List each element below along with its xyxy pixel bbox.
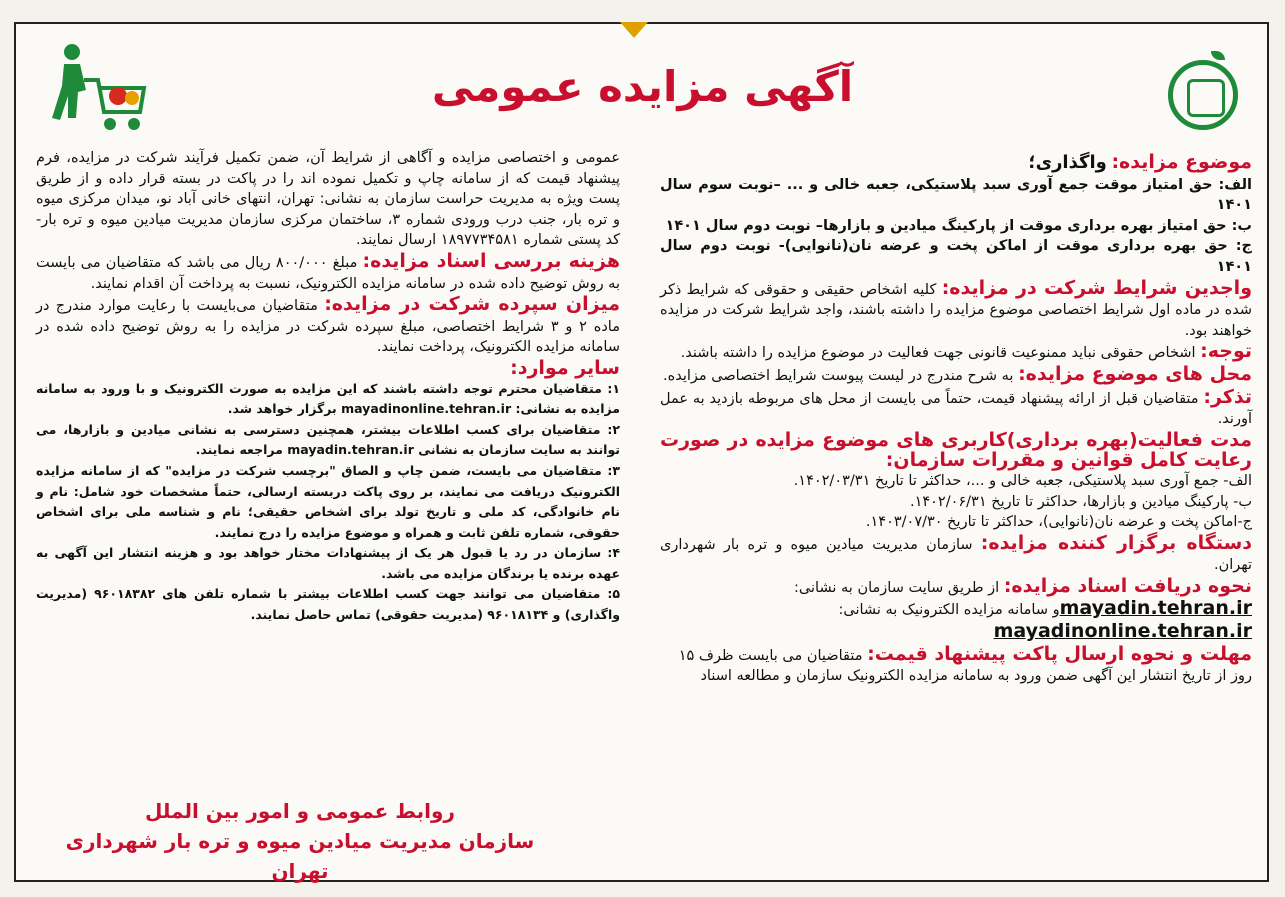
reminder-heading: تذکر: [1203,385,1252,408]
organizer-heading: دستگاه برگزار کننده مزایده: [980,531,1253,554]
other-item-1: ۱: متقاضیان محترم توجه داشته باشند که این مزایده به صورت الکترونیک و با ورود به سامانه مزایده به نشانی: mayadinonline.tehran.ir برگزار خواهد شد. [36,380,620,417]
other-item-5: ۵: متقاضیان می توانند جهت کسب اطلاعات بیشتر با شماره تلفن های ۹۶۰۱۸۳۸۲ (مدیریت واگذاری) و ۹۶۰۱۸۱۳۴ (مدیریت حقوقی) تماس حاصل نمایند. [36,586,620,623]
fee-text: مبلغ ۸۰۰/۰۰۰ ریال می باشد که متقاضیان می بایست به روش توضیح داده شده در سامانه مزایده الکترونیک، نسبت به پرداخت آن اقدام نمایند. [36,254,620,292]
eligibility-text: کلیه اشخاص حقیقی و حقوقی که شرایط ذکر شده در ماده اول شرایط اختصاصی موضوع مزایده را داشته باشند، واجد شرایط شرکت در مزایده خواهند بود. [660,281,1252,339]
page-title: آگهی مزایده عمومی [431,62,854,111]
deadline-text-1: متقاضیان می بایست ظرف ۱۵ [678,647,863,664]
site-url-link[interactable]: mayadin.tehran.ir [1059,597,1252,620]
subject-item-c: ج: حق بهره برداری موقت از اماکن پخت و عرضه نان(نانوایی)- نوبت دوم سال ۱۴۰۱ [660,238,1252,275]
note-text: اشخاص حقوقی نباید ممنوعیت قانونی جهت فعالیت در موضوع مزایده را داشته باشند. [680,345,1196,362]
footer-signature [40,796,560,886]
other-item-4: ۴: سازمان در رد یا قبول هر یک از پیشنهادات مختار خواهد بود و هزینه انتشار این آگهی به عهده برنده یا برندگان مزایده می باشد. [36,545,620,581]
location-heading: محل های موضوع مزایده: [1018,362,1252,385]
docs-heading: نحوه دریافت اسناد مزایده: [1003,574,1252,597]
right-column [660,152,1252,687]
other-heading: سایر موارد: [510,356,620,379]
subject-item-a: الف: حق امتیاز موقت جمع آوری سبد پلاستیکی، جعبه خالی و ... –نوبت سوم سال ۱۴۰۱ [660,176,1252,214]
deadline-text-2: روز از تاریخ انتشار این آگهی ضمن ورود به سامانه مزایده الکترونیک سازمان و مطالعه اسناد [700,668,1252,685]
top-notch [620,22,648,38]
eligibility-heading: واجدین شرایط شرکت در مزایده: [941,276,1253,299]
other-item-2: ۲: متقاضیان برای کسب اطلاعات بیشتر، همچنین دسترسی به نشانی میادین و بازارها، می توانند به سایت سازمان به نشانی mayadin.tehran.ir مراجعه نمایند. [36,421,620,458]
organizer-text: سازمان مدیریت میادین میوه و تره بار شهرداری تهران. [660,536,1252,574]
duration-item-b: ب- پارکینگ میادین و بازارها، حداکثر تا تاریخ ۱۴۰۲/۰۶/۳۱. [909,493,1252,510]
location-text: به شرح مندرج در لیست پیوست شرایط اختصاصی مزایده. [663,367,1014,384]
subject-heading: موضوع مزایده: [1111,151,1252,173]
intro-text: عمومی و اختصاصی مزایده و آگاهی از شرایط آن، ضمن تکمیل فرآیند شرکت در مزایده، فرم پیشنهاد قیمت که از سامانه چاپ و تکمیل نموده اند را در پاکت در بسته قرار داده و از طریق پست ویژه به مدیریت حراست سازمان به نشانی: تهران، انتهای خانی آباد نو، میدان مرکزی میوه و تره بار، جنب درب ورودی شماره ۳، ساختمان مرکزی سازمان مدیریت میادین میوه و تره بار- کد پستی شماره ۱۸۹۷۷۳۴۵۸۱ ارسال نمایند. [36,150,620,249]
auction-system-url-link[interactable]: mayadinonline.tehran.ir [993,620,1252,643]
duration-item-c: ج-اماکن پخت و عرضه نان(نانوایی)، حداکثر تا تاریخ ۱۴۰۳/۰۷/۳۰. [865,514,1252,531]
reminder-text: متقاضیان قبل از ارائه پیشنهاد قیمت، حتماً می بایست از محل های مربوطه بازدید به عمل آورند. [660,390,1252,428]
other-item-3: ۳: متقاضیان می بایست، ضمن چاپ و الصاق "برچسب شرکت در مزایده" که از سامانه مزایده الکترونیک دریافت می نمایند، بر روی پاکت دربسته ارسالی، حتماً مشخصات خود شامل: نام و نام خانوادگی، کد ملی و تاریخ تولد برای اشخاص حقیقی؛ نام و شناسه ملی برای اشخاص حقوقی، شماره تلفن ثابت و همراه و موضوع مزایده را درج نمایند. [36,462,620,540]
footer-line-1: روابط عمومی و امور بین الملل [145,799,455,823]
deposit-heading: میزان سپرده شرکت در مزایده: [324,293,620,316]
subject-item-b: ب: حق امتیاز بهره برداری موقت از پارکینگ میادین و بازارها– نوبت دوم سال ۱۴۰۱ [665,217,1252,234]
duration-item-a: الف- جمع آوری سبد پلاستیکی، جعبه خالی و ...، حداکثر تا تاریخ ۱۴۰۲/۰۳/۳۱. [793,472,1252,489]
duration-heading: مدت فعالیت(بهره برداری)کاربری های موضوع مزایده در صورت رعایت کامل قوانین و مقررات سازمان: [660,428,1252,472]
left-column [36,148,620,626]
subject-value: واگذاری؛ [1028,152,1107,173]
deadline-heading: مهلت و نحوه ارسال پاکت پیشنهاد قیمت: [867,642,1252,665]
docs-text-1: از طریق سایت سازمان به نشانی: [794,579,1000,596]
note-heading: توجه: [1200,340,1252,363]
deposit-text: متقاضیان می‌بایست با رعایت موارد مندرج در ماده ۲ و ۳ شرایط اختصاصی، مبلغ سپرده شرکت در مزایده را به روش توضیح داده شده در سامانه مزایده الکترونیک، پرداخت نمایند. [36,298,620,356]
footer-line-2: سازمان مدیریت میادین میوه و تره بار شهرداری تهران [65,829,535,883]
docs-text-2: و سامانه مزایده الکترونیک به نشانی: [838,602,1060,619]
fee-heading: هزینه بررسی اسناد مزایده: [362,249,621,272]
